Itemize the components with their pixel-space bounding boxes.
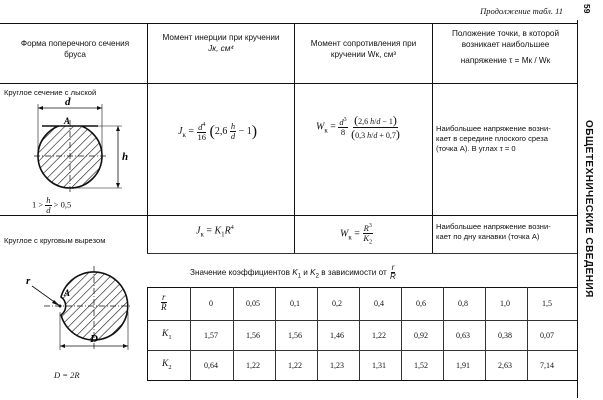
header-col3: Момент сопротивления при кручении Wк, см³	[310, 39, 417, 60]
coef-k1-value: 1,56	[288, 331, 302, 340]
flat-circle-figure	[10, 96, 140, 196]
coef-k2-value: 2,63	[498, 361, 512, 370]
coef-table-rule-1	[147, 320, 577, 321]
coef-k2-value: 1,52	[414, 361, 428, 370]
fig1-label-h: h	[122, 151, 129, 163]
coef-k2-value: 7,14	[540, 361, 554, 370]
running-head: Продолжение табл. 11	[480, 6, 563, 16]
header-bottom-border	[0, 83, 577, 84]
coef-k1-value: 0,07	[540, 331, 554, 340]
row1-condition: 1 > $\frac{h}{d}$ > 0,5	[32, 195, 72, 215]
row2-formula-w: $W_к$ = $\frac{R^3}{K_2}$	[340, 222, 373, 246]
side-title: ОБЩЕТЕХНИЧЕСКИЕ СВЕДЕНИЯ	[583, 120, 594, 298]
coef-table-rule-2	[147, 350, 577, 351]
row1-formula-w: $W_к$ = $\frac{d^3}{8}$ $\frac{(2,6 h/d - 1)}{(0,3 h/d + 0,7)}$	[316, 113, 400, 141]
coef-k2-value: 0,64	[204, 361, 218, 370]
coef-r-value: 0,4	[374, 299, 384, 308]
coef-k1-value: 0,38	[498, 331, 512, 340]
row2-formula-j: $J_к = K_1R^4$	[196, 225, 234, 239]
coef-k2-value: 1,23	[330, 361, 344, 370]
fig2-label-r: r	[26, 275, 31, 287]
coef-k2-value: 1,31	[372, 361, 386, 370]
coef-table-left	[147, 287, 148, 380]
fig2-label-d: D	[90, 333, 98, 345]
coef-k1-value: 1,46	[330, 331, 344, 340]
coef-r-value: 0,05	[246, 299, 260, 308]
coef-k1-value: 0,63	[456, 331, 470, 340]
coef-k2-value: 1,22	[288, 361, 302, 370]
header-col1: Форма поперечного сечения бруса	[20, 39, 130, 60]
row2-fig-caption: D = 2R	[54, 370, 80, 380]
coef-table-top	[147, 287, 577, 288]
col-divider-2	[294, 23, 295, 253]
row2-note: Наибольшее напряжение возни- кает по дну канавки (точка A)	[436, 222, 551, 241]
coef-r-value: 1,0	[500, 299, 510, 308]
row1-note: Наибольшее напряжение возни- кает в середине плоского среза (точка A). В углах τ = 0	[436, 124, 551, 153]
coef-table-title: Значение коэффициентов $K_1$ и $K_2$ в зависимости от $\frac{r}{R}$	[190, 263, 396, 282]
coef-k2-value: 1,91	[456, 361, 470, 370]
coef-row-label-k1: $K_1$	[162, 329, 172, 341]
coef-row-label-r: $\frac{r}{R}$	[161, 292, 167, 313]
col-divider-1	[147, 23, 148, 253]
row2-label: Круглое с круговым вырезом	[4, 236, 106, 245]
row1-label: Круглое сечение с лыской	[4, 88, 97, 97]
coef-r-value: 0,2	[332, 299, 342, 308]
coef-r-value: 1,5	[542, 299, 552, 308]
coef-k1-value: 1,57	[204, 331, 218, 340]
fig2-label-a: A	[64, 288, 71, 298]
row2-formula-border	[147, 253, 577, 254]
coef-r-value: 0,8	[458, 299, 468, 308]
coef-table-bottom	[147, 380, 577, 381]
row1-bottom-border	[0, 215, 577, 216]
page-number: 59	[582, 4, 592, 14]
header-col2: Момент инерции при кручении Jк, см⁴	[162, 33, 280, 54]
fig1-label-d: d	[65, 96, 71, 108]
fig1-label-a: A	[64, 116, 71, 126]
coef-k2-value: 1,22	[246, 361, 260, 370]
coef-k1-value: 0,92	[414, 331, 428, 340]
side-rule	[577, 20, 578, 398]
coef-r-value: 0	[209, 299, 213, 308]
row1-formula-j: $J_к$ = $\frac{d^4}{16}$ (2,6 $\frac{h}{d}$ − 1)	[178, 121, 258, 142]
coef-r-value: 0,6	[416, 299, 426, 308]
coef-k1-value: 1,22	[372, 331, 386, 340]
header-col4: Положение точки, в которой возникает наибольшее напряжение τ = Mк / Wк	[451, 29, 560, 66]
table-top-border	[0, 23, 577, 24]
coef-k1-value: 1,56	[246, 331, 260, 340]
coef-r-value: 0,1	[290, 299, 300, 308]
coef-row-label-k2: $K_2$	[162, 359, 172, 371]
notched-circle-figure	[22, 254, 144, 364]
col-divider-3	[432, 23, 433, 253]
